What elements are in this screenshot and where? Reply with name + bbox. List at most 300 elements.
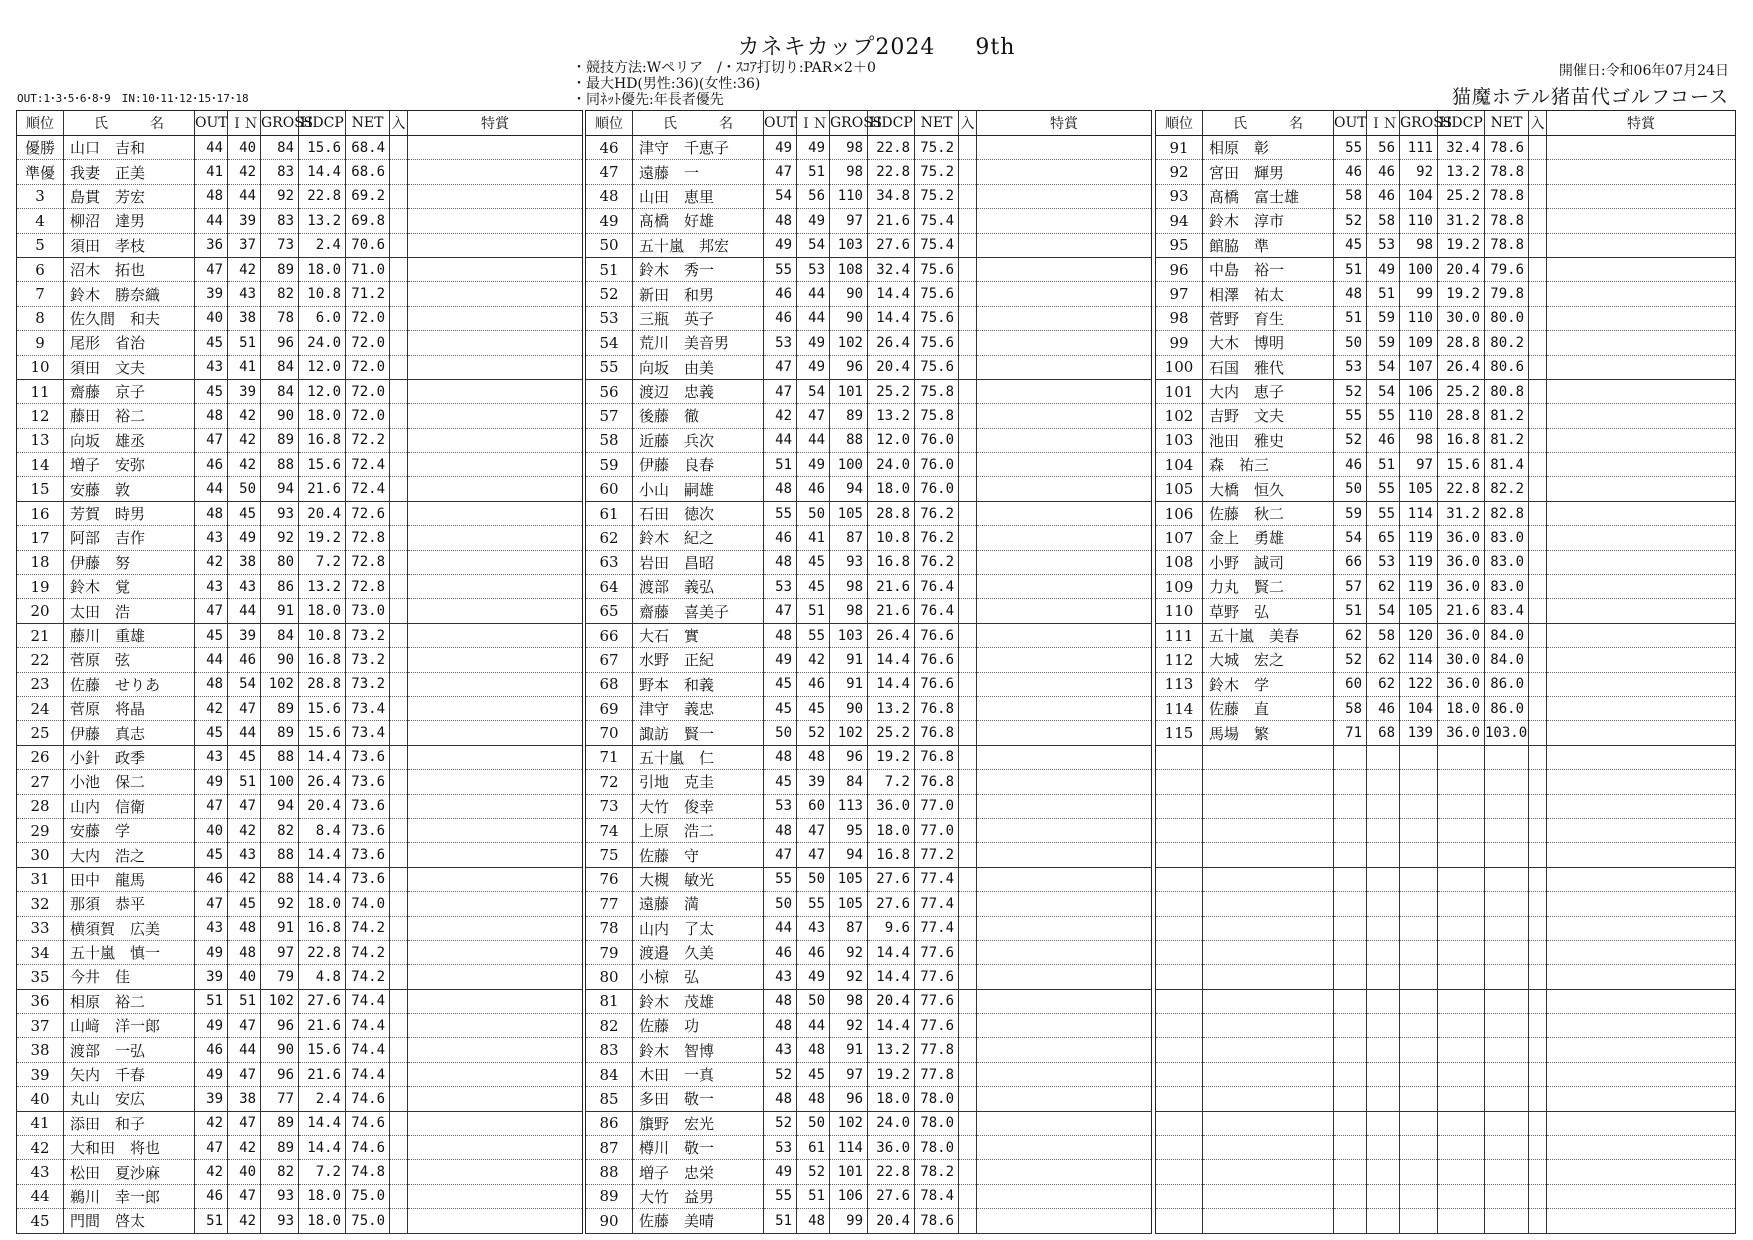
cell-in: 47 <box>797 843 830 867</box>
cell-name: 阿部 吉作 <box>64 526 195 550</box>
cell-entry <box>1529 355 1547 379</box>
cell-in: 50 <box>797 501 830 525</box>
cell-net: 73.4 <box>346 721 390 745</box>
cell-name: 近藤 兵次 <box>633 428 764 452</box>
table-row <box>17 331 583 355</box>
cell-in: 46 <box>797 940 830 964</box>
cell-in <box>1367 892 1400 916</box>
cell-in: 46 <box>1367 428 1400 452</box>
cell-prize <box>1547 916 1736 940</box>
cell-rank: 51 <box>586 257 633 281</box>
cell-net: 68.4 <box>346 136 390 160</box>
cell-entry <box>959 428 977 452</box>
cell-in: 45 <box>797 1062 830 1086</box>
cell-gross: 93 <box>830 550 868 574</box>
cell-gross: 91 <box>830 672 868 696</box>
cell-prize <box>408 696 583 720</box>
cell-hdcp: 31.2 <box>1438 209 1485 233</box>
cell-rank: 63 <box>586 550 633 574</box>
cell-hdcp: 26.4 <box>868 623 915 647</box>
cell-in: 42 <box>228 453 261 477</box>
cell-net <box>1485 1087 1529 1111</box>
cell-hdcp: 16.8 <box>299 648 346 672</box>
cell-gross: 82 <box>261 282 299 306</box>
cell-hdcp <box>1438 989 1485 1013</box>
cell-prize <box>408 501 583 525</box>
table-row <box>586 233 1152 257</box>
cell-out: 48 <box>764 209 797 233</box>
cell-entry <box>959 1014 977 1038</box>
cell-prize <box>408 526 583 550</box>
cell-name: 芳賀 時男 <box>64 501 195 525</box>
table-row <box>1156 209 1736 233</box>
cell-gross: 77 <box>261 1087 299 1111</box>
cell-in: 44 <box>228 1038 261 1062</box>
cell-in: 40 <box>228 136 261 160</box>
cell-name: 小針 政季 <box>64 745 195 769</box>
cell-name: 沼木 拓也 <box>64 257 195 281</box>
cell-prize <box>977 379 1152 403</box>
cell-net: 77.4 <box>915 892 959 916</box>
cell-rank <box>1156 1209 1203 1233</box>
table-row <box>17 1136 583 1160</box>
cell-prize <box>1547 745 1736 769</box>
cell-in: 62 <box>1367 672 1400 696</box>
table-row <box>586 477 1152 501</box>
cell-rank: 105 <box>1156 477 1203 501</box>
cell-rank: 39 <box>17 1062 64 1086</box>
cell-out: 50 <box>1334 331 1367 355</box>
column-header-net: NET <box>346 111 390 136</box>
cell-rank: 60 <box>586 477 633 501</box>
cell-entry <box>959 696 977 720</box>
cell-hdcp: 19.2 <box>868 745 915 769</box>
cell-out: 40 <box>195 306 228 330</box>
table-row <box>1156 794 1736 818</box>
cell-gross: 84 <box>261 623 299 647</box>
cell-gross <box>1400 1087 1438 1111</box>
cell-net: 75.6 <box>915 306 959 330</box>
cell-name: 丸山 安広 <box>64 1087 195 1111</box>
cell-out: 58 <box>1334 184 1367 208</box>
cell-in: 42 <box>228 1136 261 1160</box>
cell-gross <box>1400 1062 1438 1086</box>
cell-out: 51 <box>1334 257 1367 281</box>
cell-out <box>1334 843 1367 867</box>
table-row <box>586 355 1152 379</box>
cell-gross: 90 <box>261 1038 299 1062</box>
cell-name: 小山 嗣雄 <box>633 477 764 501</box>
cell-name: 上原 浩二 <box>633 818 764 842</box>
cell-hdcp: 36.0 <box>1438 623 1485 647</box>
cell-name: 中島 裕一 <box>1203 257 1334 281</box>
cell-in: 48 <box>797 1038 830 1062</box>
cell-out: 47 <box>764 379 797 403</box>
cell-prize <box>1547 282 1736 306</box>
cell-name: 那須 恭平 <box>64 892 195 916</box>
cell-rank: 34 <box>17 940 64 964</box>
table-row <box>17 233 583 257</box>
cell-in <box>1367 1087 1400 1111</box>
cell-prize <box>1547 1014 1736 1038</box>
cell-rank: 85 <box>586 1087 633 1111</box>
cell-gross: 108 <box>830 257 868 281</box>
cell-prize <box>977 160 1152 184</box>
cell-gross: 90 <box>830 696 868 720</box>
table-row <box>586 575 1152 599</box>
cell-in: 55 <box>1367 404 1400 428</box>
cell-rank: 10 <box>17 355 64 379</box>
cell-hdcp: 21.6 <box>299 477 346 501</box>
cell-in: 49 <box>797 136 830 160</box>
cell-out: 48 <box>764 818 797 842</box>
cell-prize <box>1547 672 1736 696</box>
cell-hdcp: 12.0 <box>299 379 346 403</box>
cell-gross: 94 <box>261 794 299 818</box>
cell-in: 56 <box>1367 136 1400 160</box>
table-row <box>586 1184 1152 1208</box>
cell-prize <box>977 428 1152 452</box>
cell-rank: 106 <box>1156 501 1203 525</box>
cell-rank: 61 <box>586 501 633 525</box>
column-header-net: NET <box>1485 111 1529 136</box>
cell-entry <box>390 721 408 745</box>
cell-gross: 98 <box>1400 428 1438 452</box>
cell-gross: 79 <box>261 965 299 989</box>
cell-out <box>1334 1111 1367 1135</box>
cell-out: 66 <box>1334 550 1367 574</box>
cell-in: 44 <box>797 428 830 452</box>
cell-in: 37 <box>228 233 261 257</box>
cell-net: 103.0 <box>1485 721 1529 745</box>
cell-out: 43 <box>195 745 228 769</box>
cell-hdcp: 28.8 <box>1438 404 1485 428</box>
cell-out <box>1334 1014 1367 1038</box>
cell-rank: 11 <box>17 379 64 403</box>
table-row <box>586 648 1152 672</box>
cell-prize <box>408 575 583 599</box>
cell-prize <box>1547 404 1736 428</box>
cell-hdcp: 14.4 <box>299 1136 346 1160</box>
cell-prize <box>408 1111 583 1135</box>
cell-in: 48 <box>228 916 261 940</box>
table-row <box>586 672 1152 696</box>
cell-net: 83.0 <box>1485 526 1529 550</box>
table-row <box>17 160 583 184</box>
cell-name: 佐久間 和夫 <box>64 306 195 330</box>
cell-gross: 88 <box>261 843 299 867</box>
cell-rank: 97 <box>1156 282 1203 306</box>
table-row <box>586 940 1152 964</box>
cell-rank: 3 <box>17 184 64 208</box>
cell-in: 52 <box>797 721 830 745</box>
cell-net: 71.0 <box>346 257 390 281</box>
table-row <box>17 355 583 379</box>
cell-net: 77.4 <box>915 867 959 891</box>
cell-entry <box>1529 404 1547 428</box>
cell-entry <box>959 940 977 964</box>
cell-entry <box>390 1062 408 1086</box>
cell-gross: 101 <box>830 379 868 403</box>
cell-entry <box>390 916 408 940</box>
cell-hdcp: 14.4 <box>299 160 346 184</box>
cell-entry <box>1529 623 1547 647</box>
cell-rank <box>1156 1038 1203 1062</box>
cell-gross: 83 <box>261 160 299 184</box>
cell-prize <box>977 526 1152 550</box>
cell-name: 渡邉 久美 <box>633 940 764 964</box>
cell-rank: 65 <box>586 599 633 623</box>
cell-gross: 94 <box>830 843 868 867</box>
cell-hdcp: 18.0 <box>299 599 346 623</box>
table-row <box>17 916 583 940</box>
cell-prize <box>1547 843 1736 867</box>
table-row <box>586 428 1152 452</box>
table-row <box>586 1062 1152 1086</box>
cell-rank: 73 <box>586 794 633 818</box>
cell-net: 73.0 <box>346 599 390 623</box>
cell-name: 菅原 将晶 <box>64 696 195 720</box>
cell-gross: 89 <box>261 257 299 281</box>
cell-name: 尾形 省治 <box>64 331 195 355</box>
table-row <box>1156 940 1736 964</box>
cell-prize <box>1547 428 1736 452</box>
cell-entry <box>959 404 977 428</box>
cell-entry <box>959 257 977 281</box>
cell-hdcp: 14.4 <box>299 867 346 891</box>
table-row <box>17 940 583 964</box>
cell-rank <box>1156 892 1203 916</box>
cell-prize <box>408 477 583 501</box>
cell-in: 54 <box>1367 355 1400 379</box>
cell-entry <box>959 721 977 745</box>
cell-hdcp: 24.0 <box>299 331 346 355</box>
cell-in: 38 <box>228 306 261 330</box>
cell-net: 76.6 <box>915 648 959 672</box>
cell-hdcp: 16.8 <box>1438 428 1485 452</box>
cell-net: 75.8 <box>915 404 959 428</box>
cell-name: 佐藤 直 <box>1203 696 1334 720</box>
cell-gross <box>1400 867 1438 891</box>
cell-in: 50 <box>797 1111 830 1135</box>
cell-rank: 59 <box>586 453 633 477</box>
cell-entry <box>1529 453 1547 477</box>
cell-hdcp <box>1438 818 1485 842</box>
cell-net: 72.0 <box>346 379 390 403</box>
cell-hdcp: 18.0 <box>299 257 346 281</box>
cell-rank: 74 <box>586 818 633 842</box>
table-row <box>17 648 583 672</box>
cell-hdcp: 6.0 <box>299 306 346 330</box>
cell-gross: 102 <box>830 331 868 355</box>
cell-name: 安藤 敦 <box>64 477 195 501</box>
table-row <box>1156 1184 1736 1208</box>
table-row <box>586 1160 1152 1184</box>
cell-prize <box>408 160 583 184</box>
cell-name <box>1203 1014 1334 1038</box>
cell-net <box>1485 916 1529 940</box>
cell-gross: 89 <box>830 404 868 428</box>
cell-entry <box>1529 696 1547 720</box>
cell-out <box>1334 770 1367 794</box>
cell-rank <box>1156 1014 1203 1038</box>
cell-out: 48 <box>1334 282 1367 306</box>
cell-in: 61 <box>797 1136 830 1160</box>
cell-hdcp: 15.6 <box>299 136 346 160</box>
cell-net: 78.8 <box>1485 233 1529 257</box>
cell-entry <box>959 379 977 403</box>
cell-hdcp: 31.2 <box>1438 501 1485 525</box>
cell-rank: 91 <box>1156 136 1203 160</box>
cell-gross: 105 <box>830 867 868 891</box>
cell-hdcp: 22.8 <box>868 160 915 184</box>
cell-gross: 110 <box>1400 209 1438 233</box>
cell-net: 76.6 <box>915 672 959 696</box>
cell-name <box>1203 892 1334 916</box>
cell-in: 55 <box>797 623 830 647</box>
event-info <box>1452 60 1729 109</box>
cell-in: 49 <box>797 965 830 989</box>
cell-rank: 6 <box>17 257 64 281</box>
cell-rank: 113 <box>1156 672 1203 696</box>
cell-name: 後藤 徹 <box>633 404 764 428</box>
cell-out: 46 <box>764 282 797 306</box>
cell-out: 49 <box>195 940 228 964</box>
cell-out: 52 <box>764 1062 797 1086</box>
cell-rank: 20 <box>17 599 64 623</box>
cell-name: 大木 博明 <box>1203 331 1334 355</box>
cell-gross <box>1400 1136 1438 1160</box>
cell-gross: 114 <box>830 1136 868 1160</box>
cell-name: 五十嵐 邦宏 <box>633 233 764 257</box>
table-row <box>1156 892 1736 916</box>
cell-net <box>1485 1111 1529 1135</box>
cell-rank: 44 <box>17 1184 64 1208</box>
cell-gross: 103 <box>830 623 868 647</box>
cell-out: 48 <box>195 672 228 696</box>
cell-net <box>1485 794 1529 818</box>
cell-prize <box>1547 965 1736 989</box>
table-row <box>17 867 583 891</box>
cell-prize <box>1547 1087 1736 1111</box>
cell-gross <box>1400 818 1438 842</box>
cell-out: 47 <box>195 892 228 916</box>
cell-entry <box>1529 1209 1547 1233</box>
cell-out: 58 <box>1334 696 1367 720</box>
cell-prize <box>977 648 1152 672</box>
cell-prize <box>1547 355 1736 379</box>
cell-name: 向坂 雄丞 <box>64 428 195 452</box>
cell-prize <box>977 184 1152 208</box>
cell-rank: 79 <box>586 940 633 964</box>
cell-gross: 88 <box>261 867 299 891</box>
column-header-hdcp: HDCP <box>1438 111 1485 136</box>
cell-hdcp: 36.0 <box>868 794 915 818</box>
table-row <box>1156 331 1736 355</box>
cell-rank: 21 <box>17 623 64 647</box>
cell-in: 40 <box>228 1160 261 1184</box>
cell-gross: 102 <box>261 989 299 1013</box>
cell-gross <box>1400 916 1438 940</box>
cell-entry <box>390 379 408 403</box>
cell-in: 55 <box>797 892 830 916</box>
cell-out: 45 <box>195 379 228 403</box>
cell-gross <box>1400 770 1438 794</box>
cell-name: 門間 啓太 <box>64 1209 195 1233</box>
cell-hdcp: 14.4 <box>299 1111 346 1135</box>
cell-entry <box>390 233 408 257</box>
cell-net <box>1485 843 1529 867</box>
column-header-prize: 特賞 <box>408 111 583 136</box>
cell-hdcp <box>1438 1038 1485 1062</box>
cell-prize <box>977 1136 1152 1160</box>
cell-gross: 111 <box>1400 136 1438 160</box>
cell-rank: 準優 <box>17 160 64 184</box>
cell-prize <box>1547 1038 1736 1062</box>
cell-prize <box>408 1014 583 1038</box>
cell-name: 引地 克圭 <box>633 770 764 794</box>
cell-prize <box>1547 331 1736 355</box>
cell-net: 75.8 <box>915 379 959 403</box>
cell-in: 51 <box>797 160 830 184</box>
cell-gross: 84 <box>261 379 299 403</box>
table-row <box>17 257 583 281</box>
cell-prize <box>1547 526 1736 550</box>
cell-gross: 96 <box>261 1062 299 1086</box>
cell-entry <box>390 1111 408 1135</box>
table-row <box>1156 770 1736 794</box>
cell-rank: 101 <box>1156 379 1203 403</box>
cell-name <box>1203 867 1334 891</box>
cell-hdcp <box>1438 1111 1485 1135</box>
cell-net: 69.2 <box>346 184 390 208</box>
cell-name: 我妻 正美 <box>64 160 195 184</box>
cell-rank: 77 <box>586 892 633 916</box>
cell-in: 52 <box>797 1160 830 1184</box>
cell-out: 44 <box>764 916 797 940</box>
table-row <box>17 1209 583 1233</box>
table-row <box>17 672 583 696</box>
table-row <box>586 136 1152 160</box>
cell-net: 69.8 <box>346 209 390 233</box>
cell-in: 53 <box>797 257 830 281</box>
cell-out: 52 <box>1334 428 1367 452</box>
cell-name <box>1203 770 1334 794</box>
cell-name: 木田 一真 <box>633 1062 764 1086</box>
cell-out: 55 <box>764 257 797 281</box>
cell-out: 43 <box>195 916 228 940</box>
table-row <box>1156 1160 1736 1184</box>
cell-net: 82.8 <box>1485 501 1529 525</box>
cell-net: 74.2 <box>346 916 390 940</box>
cell-out: 53 <box>764 794 797 818</box>
cell-gross: 98 <box>1400 233 1438 257</box>
cell-entry <box>959 136 977 160</box>
cell-hdcp: 21.6 <box>299 1062 346 1086</box>
rule-line: ・競技方法:Wペリア /・ｽｺｱ打切り:PAR×2＋0 <box>572 60 876 76</box>
cell-entry <box>1529 721 1547 745</box>
cell-out: 49 <box>764 1160 797 1184</box>
cell-entry <box>390 1184 408 1208</box>
cell-rank: 18 <box>17 550 64 574</box>
cell-entry <box>959 648 977 672</box>
cell-gross: 89 <box>261 428 299 452</box>
cell-name <box>1203 965 1334 989</box>
cell-out: 46 <box>764 306 797 330</box>
cell-rank: 58 <box>586 428 633 452</box>
cell-out: 47 <box>195 428 228 452</box>
table-row <box>1156 355 1736 379</box>
